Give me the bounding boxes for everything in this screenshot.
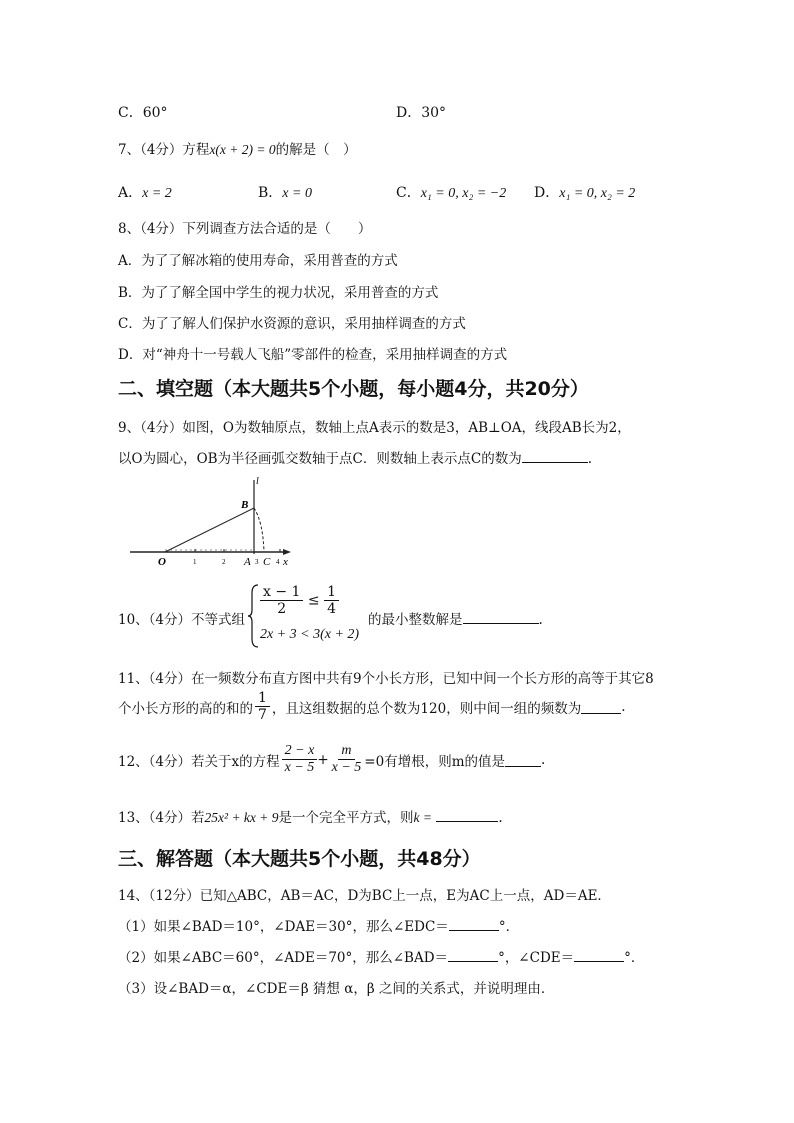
q10-prefix: 10、（4分）不等式组 bbox=[118, 612, 246, 628]
q12-f1-den: x − 5 bbox=[284, 760, 315, 776]
label-o: O bbox=[158, 556, 166, 568]
q13-k: k = bbox=[413, 810, 433, 825]
q12-f2-num: m bbox=[338, 743, 354, 760]
q10-end: . bbox=[538, 612, 543, 628]
q10-answer-blank[interactable] bbox=[463, 609, 539, 624]
q7-a-label: A． bbox=[118, 185, 143, 201]
q11-end: . bbox=[621, 698, 626, 715]
q14-part1 bbox=[118, 915, 519, 935]
q13-expression: 25x² + kx + 9 bbox=[204, 810, 279, 825]
q7-b-label: B． bbox=[258, 185, 283, 201]
q12-fraction-1 bbox=[282, 743, 318, 776]
q11-line2-prefix: 个小长方形的高的和的 bbox=[118, 700, 253, 717]
q12-suffix: =0有增根，则m的值是 bbox=[364, 753, 505, 770]
q7-option-d bbox=[534, 182, 635, 202]
q10-row1-left-frac bbox=[260, 584, 303, 617]
q6-option-d: D．30° bbox=[396, 105, 447, 121]
q8-option-d: D．对“神舟十一号载人飞船”零部件的检查，采用抽样调查的方式 bbox=[118, 347, 508, 363]
section2-title: 二、填空题（本大题共5个小题，每小题4分，共20分） bbox=[118, 378, 589, 400]
q14-stem: 14、（12分）已知△ABC，AB＝AC，D为BC上一点，E为AC上一点，AD＝AE． bbox=[118, 888, 611, 904]
q11-answer-blank[interactable] bbox=[581, 699, 621, 714]
q9-line2 bbox=[118, 447, 592, 467]
q11-frac-den: 7 bbox=[258, 707, 267, 724]
q7-prefix: 7、（4分）方程 bbox=[118, 142, 210, 158]
label-b: B bbox=[241, 499, 249, 511]
q14-part1-end: °． bbox=[498, 919, 520, 935]
q8-option-c: C．为了了解人们保护水资源的意识，采用抽样调查的方式 bbox=[118, 316, 466, 332]
q10-row1-rnum: 1 bbox=[324, 584, 339, 601]
q13-prefix: 13、（4分）若 bbox=[118, 810, 205, 826]
q7-b-math: x = 0 bbox=[282, 186, 312, 201]
q9-line1: 9、（4分）如图，O为数轴原点，数轴上点A表示的数是3，AB⊥OA，线段AB长为2， bbox=[118, 420, 631, 436]
q10-row1-right-frac bbox=[324, 584, 339, 617]
q12-f1-num: 2 − x bbox=[282, 743, 318, 760]
q11-frac-num: 1 bbox=[255, 690, 270, 707]
q14-part2 bbox=[118, 946, 644, 966]
q14-part3: （3）设∠BAD＝α，∠CDE＝β 猜想 α，β 之间的关系式，并说明理由． bbox=[118, 981, 555, 997]
tick-label-4: 4 bbox=[276, 558, 280, 566]
q12-end: . bbox=[541, 751, 546, 768]
q13-middle: 是一个完全平方式，则 bbox=[278, 810, 414, 826]
q12-f2-den: x − 5 bbox=[331, 760, 362, 776]
q12-answer-blank[interactable] bbox=[505, 752, 541, 767]
q7-stem bbox=[118, 138, 357, 158]
q14-part2-mid: °，∠CDE＝ bbox=[498, 950, 575, 966]
q14-part2-blank-cde[interactable] bbox=[574, 947, 624, 962]
q12-line bbox=[118, 743, 545, 776]
q11-fraction bbox=[255, 690, 270, 723]
q9-number-line-figure bbox=[125, 472, 295, 572]
q10-suffix-line bbox=[368, 608, 543, 628]
q7-suffix: 的解是（ ） bbox=[275, 142, 357, 158]
label-l: l bbox=[256, 476, 259, 487]
segment-ob bbox=[165, 508, 254, 552]
q10-row2: 2x + 3 < 3(x + 2) bbox=[260, 627, 360, 642]
q6-option-c: C．60° bbox=[118, 105, 168, 121]
q9-end: . bbox=[587, 451, 593, 467]
q8-option-a: A．为了了解冰箱的使用寿命，采用普查的方式 bbox=[118, 253, 398, 269]
q13-answer-blank[interactable] bbox=[436, 807, 498, 822]
q7-d-label: D． bbox=[534, 185, 560, 201]
q13-end: . bbox=[498, 810, 503, 826]
label-c: C bbox=[263, 556, 271, 568]
q14-part2-blank-bad[interactable] bbox=[448, 947, 498, 962]
q7-option-c bbox=[396, 182, 506, 202]
q11-line2 bbox=[118, 690, 626, 723]
q9-line2-text: 以O为圆心，OB为半径画弧交数轴于点C．则数轴上表示点C的数为 bbox=[118, 451, 522, 467]
q7-option-b bbox=[258, 182, 312, 202]
q14-part1-blank[interactable] bbox=[449, 916, 499, 931]
q9-answer-blank[interactable] bbox=[522, 448, 588, 463]
q8-stem: 8、（4分）下列调查方法合适的是（ ） bbox=[118, 221, 372, 237]
q7-d-math: x₁ = 0, x₂ = 2 bbox=[559, 186, 636, 201]
q8-option-b: B．为了了解全国中学生的视力状况，采用普查的方式 bbox=[118, 285, 439, 301]
q7-option-a bbox=[118, 182, 172, 202]
q14-part1-text: （1）如果∠BAD＝10°，∠DAE＝30°，那么∠EDC＝ bbox=[118, 919, 449, 935]
label-a: A bbox=[244, 556, 251, 568]
q12-plus: + bbox=[317, 751, 329, 768]
tick-label-3: 3 bbox=[255, 558, 259, 566]
q7-a-math: x = 2 bbox=[142, 186, 172, 201]
q10-row1-rden: 4 bbox=[327, 601, 336, 618]
q7-c-label: C． bbox=[396, 185, 421, 201]
q10-row1-num: x − 1 bbox=[260, 584, 303, 601]
arc-bc bbox=[254, 508, 264, 552]
q10-row1-den: 2 bbox=[277, 601, 287, 618]
q13-line bbox=[118, 806, 503, 826]
q11-line2-suffix: ，且这组数据的总个数为120，则中间一组的频数为 bbox=[271, 700, 582, 717]
q12-fraction-2 bbox=[329, 743, 365, 776]
q10-suffix: 的最小整数解是 bbox=[368, 612, 463, 628]
tick-label-2: 2 bbox=[222, 558, 226, 566]
q14-part2-text: （2）如果∠ABC＝60°，∠ADE＝70°，那么∠BAD＝ bbox=[118, 950, 449, 966]
tick-label-1: 1 bbox=[193, 558, 197, 566]
section3-title: 三、解答题（本大题共5个小题，共48分） bbox=[118, 848, 481, 870]
label-x: x bbox=[283, 556, 288, 568]
q14-part2-end: °． bbox=[624, 950, 645, 966]
q10-row1-rel: ≤ bbox=[307, 592, 320, 609]
q10-brace-icon bbox=[248, 583, 260, 649]
q10-row1 bbox=[260, 584, 339, 617]
q7-c-math: x₁ = 0, x₂ = −2 bbox=[420, 186, 507, 201]
q7-equation: x(x + 2) = 0 bbox=[209, 142, 276, 157]
q12-prefix: 12、（4分）若关于x的方程 bbox=[118, 753, 280, 770]
axis-arrow-icon bbox=[283, 549, 291, 555]
q11-line1: 11、（4分）在一频数分布直方图中共有9个小长方形，已知中间一个长方形的高等于其它8 bbox=[118, 671, 654, 687]
